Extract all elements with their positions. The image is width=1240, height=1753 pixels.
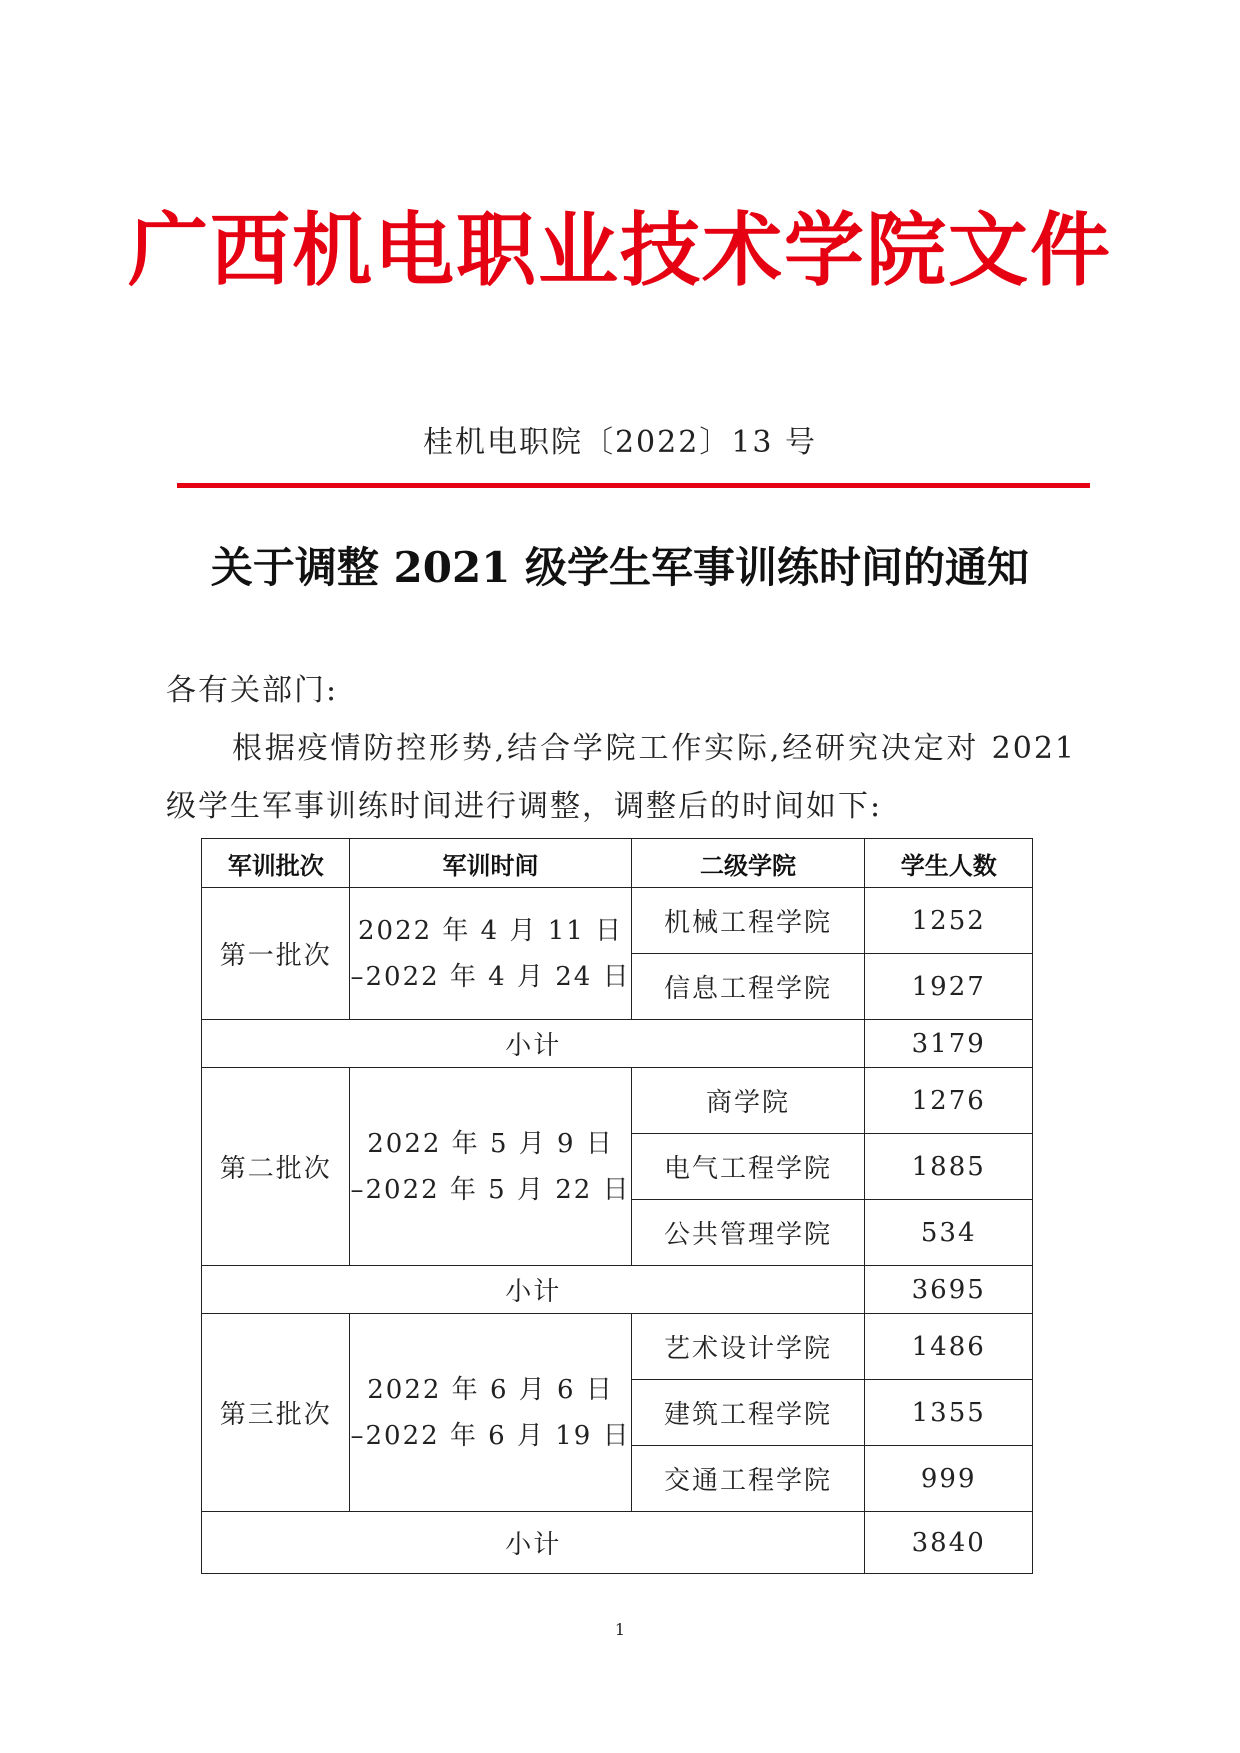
batch-cell: 第三批次 [202,1314,350,1512]
time-end: –2022 年 5 月 22 日 [350,1174,631,1205]
college-cell: 机械工程学院 [631,888,865,954]
subtotal-label: 小计 [202,1512,865,1574]
college-cell: 电气工程学院 [631,1134,865,1200]
document-header-title: 广西机电职业技术学院文件 [128,203,1112,297]
subtotal-label: 小计 [202,1266,865,1314]
subtotal-row [202,1512,1033,1574]
count-cell: 1885 [865,1134,1033,1200]
time-cell [350,1314,631,1512]
count-cell: 1927 [865,954,1033,1020]
time-end: –2022 年 4 月 24 日 [350,961,631,992]
page-number: 1 [614,1620,626,1639]
time-end: –2022 年 6 月 19 日 [350,1420,631,1451]
count-cell: 999 [865,1446,1033,1512]
salutation: 各有关部门: [166,673,339,708]
table-row [202,1314,1033,1380]
subtotal-row [202,1266,1033,1314]
time-start: 2022 年 5 月 9 日 [367,1128,614,1159]
subtotal-value: 3840 [865,1512,1033,1574]
batch-cell: 第二批次 [202,1068,350,1266]
college-cell: 建筑工程学院 [631,1380,865,1446]
subtotal-value: 3179 [865,1020,1033,1068]
college-cell: 公共管理学院 [631,1200,865,1266]
table-header-row [202,839,1033,888]
subtotal-value: 3695 [865,1266,1033,1314]
batch-cell: 第一批次 [202,888,350,1020]
college-cell: 商学院 [631,1068,865,1134]
header-red-rule [177,483,1090,488]
header-college: 二级学院 [631,839,865,888]
count-cell: 1276 [865,1068,1033,1134]
header-batch: 军训批次 [202,839,350,888]
count-cell: 1355 [865,1380,1033,1446]
time-cell [350,1068,631,1266]
time-start: 2022 年 6 月 6 日 [367,1374,614,1405]
body-paragraph: 根据疫情防控形势,结合学院工作实际,经研究决定对 2021 级学生军事训练时间进行调整，调整后的时间如下: [166,731,1076,824]
document-number: 桂机电职院〔2022〕13 号 [422,425,818,460]
table-row [202,1068,1033,1134]
header-time: 军训时间 [350,839,631,888]
count-cell: 534 [865,1200,1033,1266]
training-schedule-table [201,838,1033,1574]
subtotal-row [202,1020,1033,1068]
college-cell: 艺术设计学院 [631,1314,865,1380]
notice-title: 关于调整 2021 级学生军事训练时间的通知 [210,543,1030,592]
time-cell [350,888,631,1020]
college-cell: 信息工程学院 [631,954,865,1020]
time-start: 2022 年 4 月 11 日 [357,915,624,946]
count-cell: 1252 [865,888,1033,954]
header-student-count: 学生人数 [865,839,1033,888]
count-cell: 1486 [865,1314,1033,1380]
table-row [202,888,1033,954]
college-cell: 交通工程学院 [631,1446,865,1512]
subtotal-label: 小计 [202,1020,865,1068]
